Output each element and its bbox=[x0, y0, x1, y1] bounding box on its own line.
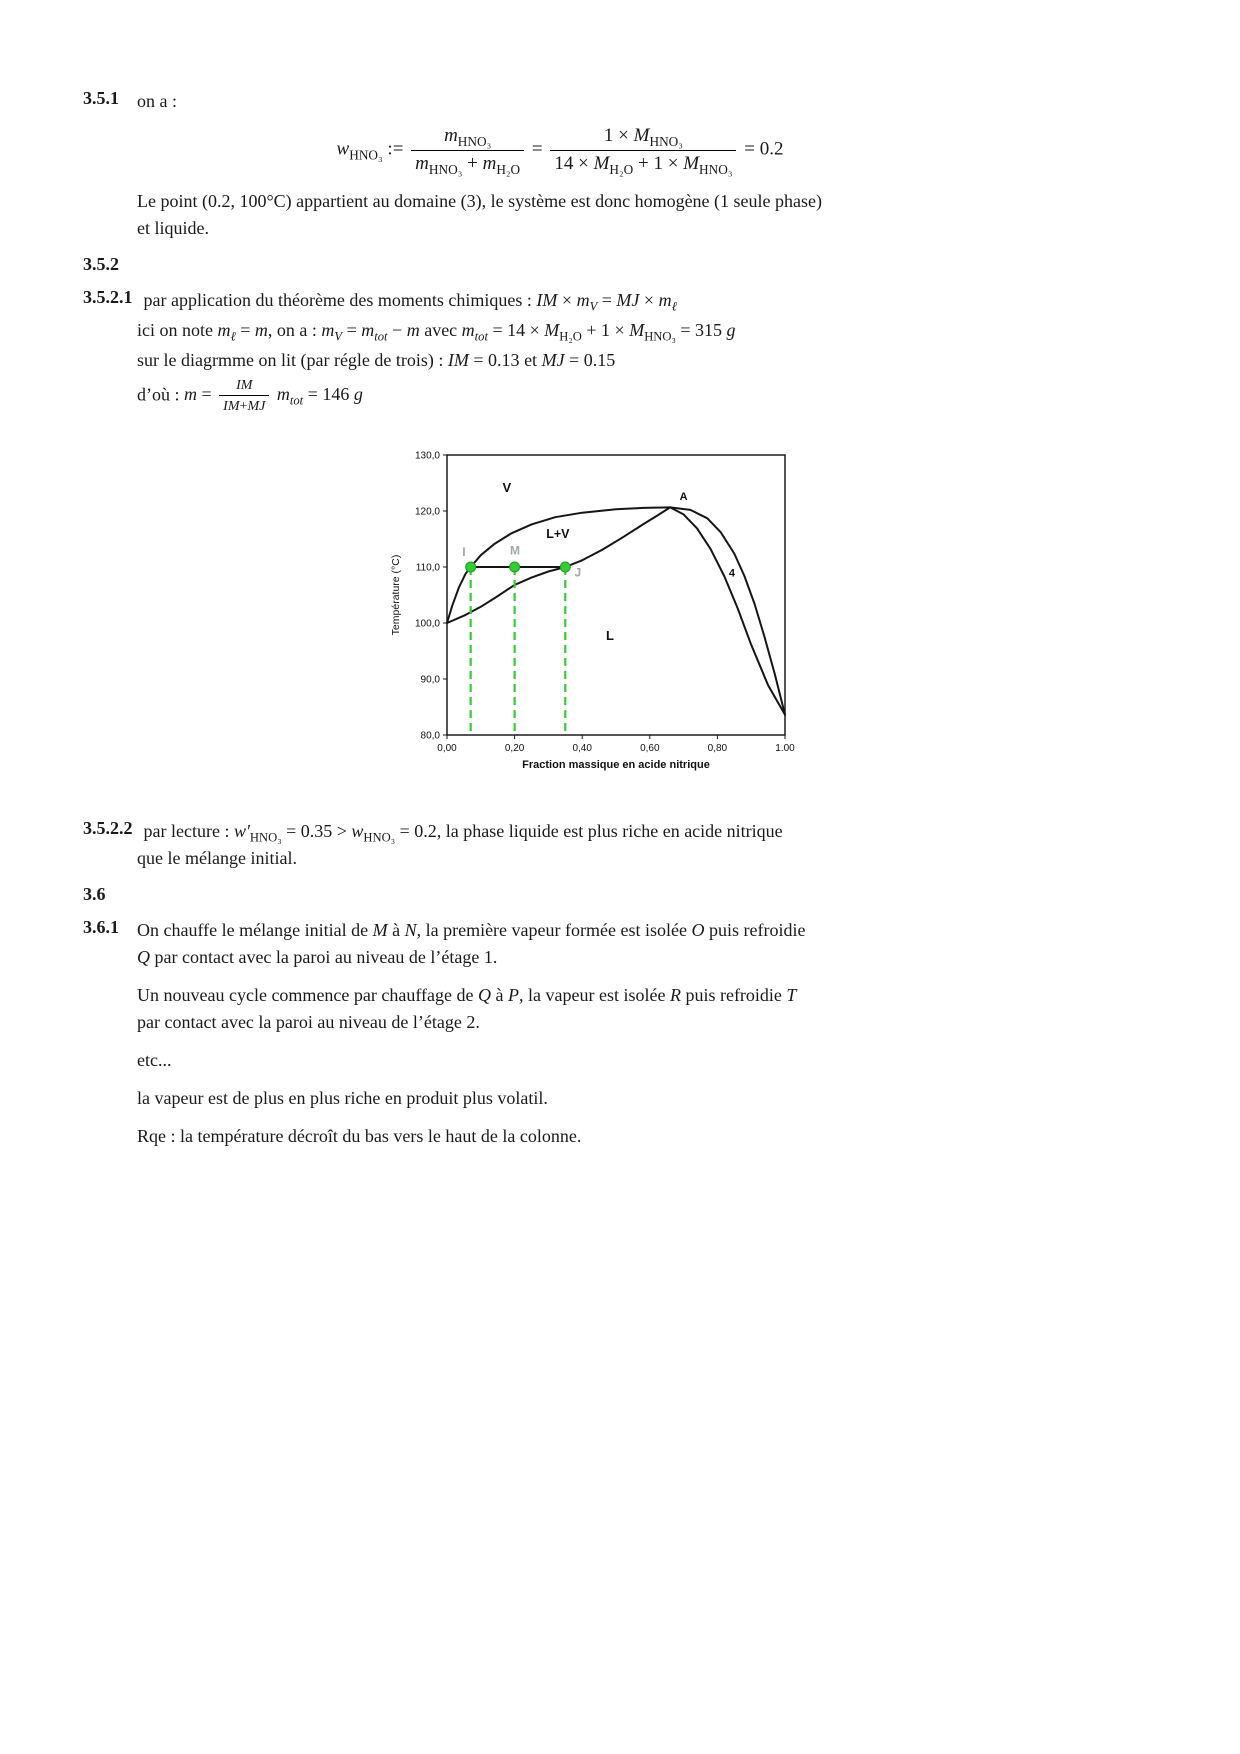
curve-liquidus-right bbox=[670, 508, 785, 715]
section-number-3-5-2-2: 3.5.2.2 bbox=[83, 818, 133, 839]
label-I: I bbox=[461, 545, 466, 560]
x-tick-label: 0,60 bbox=[639, 743, 660, 755]
y-tick-label: 120,0 bbox=[414, 506, 440, 518]
label-L: L bbox=[605, 628, 614, 644]
paragraph-line: Le point (0.2, 100°C) appartient au domaine (3), le système est donc homogène (1 seule phase) bbox=[137, 190, 823, 211]
section-3-5-2-1 bbox=[83, 287, 1043, 416]
point-M bbox=[509, 562, 519, 572]
section-number-3-5-1: 3.5.1 bbox=[83, 88, 119, 108]
moments-theorem-line: par application du théorème des moments chimiques : IM × $m_V$ = MJ × $m_\ell$ bbox=[143, 289, 677, 314]
paragraph-heating-cycle-2 bbox=[137, 982, 1043, 1036]
paragraph-line: Q par contact avec la paroi au niveau de l’étage 1. bbox=[137, 947, 498, 968]
y-tick-label: 90,0 bbox=[420, 674, 440, 686]
x-tick-label: 0,40 bbox=[571, 743, 592, 755]
label-L+V: L+V bbox=[545, 527, 570, 542]
phase-diagram-frame bbox=[385, 443, 805, 788]
section-3-5-2 bbox=[83, 254, 1043, 275]
curve-vaporus-left bbox=[447, 508, 670, 624]
section-number-3-6: 3.6 bbox=[83, 884, 106, 905]
formula-mass-fraction: $w_{HNO_3}$ := $\frac{m_{HNO_3}}{m_{HNO_3} + m_{H_2O}}$ = $\frac{1 \times M_{HNO_3}}{14 \times M_{H_2O} + 1 \times M_{HNO_3}}$ = 0.2 bbox=[336, 125, 784, 177]
vapor-richer-line: la vapeur est de plus en plus riche en produit plus volatil. bbox=[137, 1088, 548, 1109]
etc-line: etc... bbox=[137, 1050, 172, 1071]
x-tick-label: 0,00 bbox=[436, 743, 457, 755]
label-4: 4 bbox=[728, 567, 735, 580]
label-V: V bbox=[501, 480, 511, 496]
point-J bbox=[560, 562, 570, 572]
section-number-3-6-1: 3.6.1 bbox=[83, 917, 119, 938]
y-tick-label: 80,0 bbox=[420, 730, 440, 742]
section-3-5-2-2 bbox=[83, 818, 1043, 872]
notation-line: ici on note $m_\ell = m$, on a : $m_V = m_{tot} - m$ avec $m_{tot} = 14 \times M_{H_2O} + 1 \times M_{HNO_3} = 315$ g bbox=[137, 319, 736, 344]
paragraph-line: par contact avec la paroi au niveau de l’étage 2. bbox=[137, 1012, 480, 1033]
x-tick-label: 0,20 bbox=[504, 743, 524, 755]
phase-diagram bbox=[83, 443, 1162, 788]
result-mass-line: d’où : m = $\frac{IM}{IM+MJ}$ $m_{tot} = 146$ g bbox=[137, 376, 363, 415]
section-number-3-5-2: 3.5.2 bbox=[83, 253, 119, 274]
x-axis-label: Fraction massique en acide nitrique bbox=[521, 759, 710, 772]
paragraph-line: et liquide. bbox=[137, 217, 209, 238]
label-M: M bbox=[509, 543, 520, 558]
paragraph-line: On chauffe le mélange initial de M à N, la première vapeur formée est isolée O puis refroidie bbox=[137, 920, 806, 941]
paragraph-line: Un nouveau cycle commence par chauffage de Q à P, la vapeur est isolée R puis refroidie T bbox=[137, 985, 797, 1006]
label-A: A bbox=[679, 491, 688, 504]
y-tick-label: 110,0 bbox=[415, 562, 440, 574]
phase-diagram-svg bbox=[385, 443, 805, 783]
paragraph-heating-cycle-1 bbox=[137, 917, 1043, 971]
label-J: J bbox=[573, 565, 581, 580]
reading-line-2: que le mélange initial. bbox=[137, 848, 297, 869]
y-tick-label: 100,0 bbox=[414, 618, 440, 630]
x-tick-label: 1.00 bbox=[774, 743, 795, 755]
y-axis-label: Température (°C) bbox=[389, 554, 402, 636]
diagram-reading-line: sur le diagrmme on lit (par régle de trois) : IM = 0.13 et MJ = 0.15 bbox=[137, 349, 616, 370]
intro-text: on a : bbox=[137, 91, 177, 111]
section-3-6-1 bbox=[83, 917, 1043, 1161]
x-tick-label: 0,80 bbox=[707, 743, 727, 755]
reading-line: par lecture : $w'_{HNO_3} = 0.35 > w_{HNO_3} = 0.2$, la phase liquide est plus riche en acide nitrique bbox=[143, 821, 783, 845]
point-I bbox=[465, 562, 475, 572]
remark-line: Rqe : la température décroît du bas vers le haut de la colonne. bbox=[137, 1126, 582, 1147]
curve-liquidus-left bbox=[447, 508, 670, 624]
section-number-3-5-2-1: 3.5.2.1 bbox=[83, 286, 133, 307]
y-tick-label: 130,0 bbox=[414, 450, 440, 462]
section-3-5-1 bbox=[83, 88, 1043, 242]
section-3-6 bbox=[83, 884, 1043, 905]
